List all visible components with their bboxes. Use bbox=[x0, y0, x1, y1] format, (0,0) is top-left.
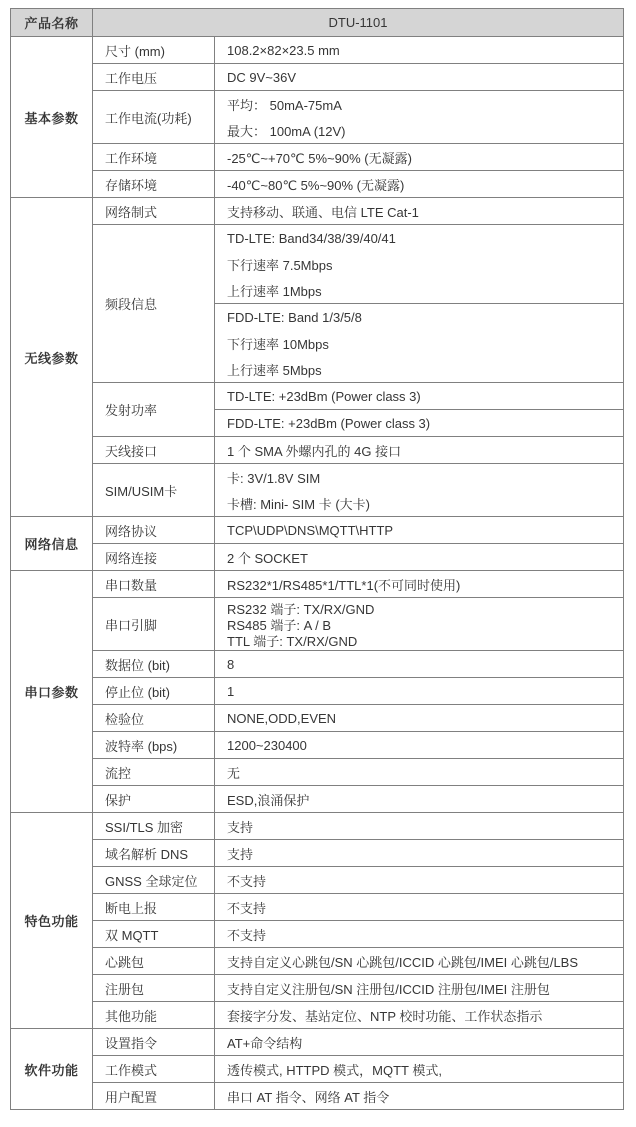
param-value-line: 8 bbox=[227, 656, 235, 672]
param-label: 断电上报 bbox=[93, 894, 215, 921]
param-value bbox=[215, 1002, 624, 1029]
param-value-line: TD-LTE: Band34/38/39/40/41 bbox=[227, 230, 396, 246]
param-label: SSI/TLS 加密 bbox=[93, 813, 215, 840]
param-value-line: -25℃~+70℃ 5%~90% (无凝露) bbox=[227, 150, 412, 166]
spec-row bbox=[11, 1029, 624, 1056]
param-value-line: 最大： 100mA (12V) bbox=[227, 123, 346, 139]
param-value-line: 平均： 50mA-75mA bbox=[227, 97, 342, 113]
param-value-line: RS232*1/RS485*1/TTL*1(不可同时使用) bbox=[227, 577, 461, 593]
param-value bbox=[215, 517, 624, 544]
spec-row bbox=[11, 464, 624, 517]
param-value bbox=[215, 571, 624, 598]
param-value bbox=[215, 464, 624, 517]
spec-row bbox=[11, 571, 624, 598]
param-value-line: 串口 AT 指令、网络 AT 指令 bbox=[227, 1089, 390, 1105]
param-value-line: 不支持 bbox=[227, 927, 267, 943]
spec-row bbox=[11, 894, 624, 921]
param-value bbox=[215, 651, 624, 678]
spec-row bbox=[11, 144, 624, 171]
spec-row bbox=[11, 1083, 624, 1110]
spec-row bbox=[11, 437, 624, 464]
param-value bbox=[215, 813, 624, 840]
param-label: 网络协议 bbox=[93, 517, 215, 544]
param-value-line: 不支持 bbox=[227, 900, 267, 916]
param-label: 双 MQTT bbox=[93, 921, 215, 948]
param-label: 串口引脚 bbox=[93, 598, 215, 651]
param-value bbox=[215, 1029, 624, 1056]
spec-row bbox=[11, 198, 624, 225]
param-value bbox=[215, 410, 624, 437]
param-label: 存储环境 bbox=[93, 171, 215, 198]
param-value-line: 无 bbox=[227, 765, 241, 781]
spec-row bbox=[11, 1056, 624, 1083]
param-value-line: 1 个 SMA 外螺内孔的 4G 接口 bbox=[227, 443, 402, 459]
param-label: 停止位 (bit) bbox=[93, 678, 215, 705]
section-name: 网络信息 bbox=[11, 517, 93, 571]
param-value bbox=[215, 705, 624, 732]
spec-table-body bbox=[11, 37, 624, 1110]
param-value bbox=[215, 975, 624, 1002]
param-value-line: TCP\UDP\DNS\MQTT\HTTP bbox=[227, 522, 394, 538]
param-label: 域名解析 DNS bbox=[93, 840, 215, 867]
spec-row bbox=[11, 678, 624, 705]
param-value bbox=[215, 91, 624, 144]
param-label: 工作环境 bbox=[93, 144, 215, 171]
param-value-line: 透传模式, HTTPD 模式，MQTT 模式, bbox=[227, 1062, 442, 1078]
param-value bbox=[215, 1056, 624, 1083]
param-label: 心跳包 bbox=[93, 948, 215, 975]
param-value-line: TTL 端子: TX/RX/GND bbox=[227, 633, 358, 649]
param-label: 尺寸 (mm) bbox=[93, 37, 215, 64]
spec-row bbox=[11, 759, 624, 786]
param-value-line: 1200~230400 bbox=[227, 737, 307, 753]
spec-row bbox=[11, 383, 624, 410]
param-value bbox=[215, 437, 624, 464]
param-value bbox=[215, 759, 624, 786]
param-label: 波特率 (bps) bbox=[93, 732, 215, 759]
param-value bbox=[215, 304, 624, 383]
param-label: SIM/USIM卡 bbox=[93, 464, 215, 517]
spec-table bbox=[10, 8, 624, 1110]
product-name-label: 产品名称 bbox=[11, 9, 93, 37]
param-label: 流控 bbox=[93, 759, 215, 786]
param-label: 频段信息 bbox=[93, 225, 215, 383]
param-value-line: 上行速率 5Mbps bbox=[227, 362, 322, 378]
param-value-line: 下行速率 10Mbps bbox=[227, 336, 329, 352]
param-value bbox=[215, 37, 624, 64]
spec-row bbox=[11, 517, 624, 544]
spec-row bbox=[11, 975, 624, 1002]
param-value bbox=[215, 171, 624, 198]
param-label: 网络连接 bbox=[93, 544, 215, 571]
param-value-line: AT+命令结构 bbox=[227, 1035, 303, 1051]
spec-row bbox=[11, 1002, 624, 1029]
param-label: 工作模式 bbox=[93, 1056, 215, 1083]
param-value bbox=[215, 678, 624, 705]
param-label: 检验位 bbox=[93, 705, 215, 732]
spec-row bbox=[11, 225, 624, 304]
spec-row bbox=[11, 598, 624, 651]
spec-row bbox=[11, 37, 624, 64]
param-label: 工作电流(功耗) bbox=[93, 91, 215, 144]
section-name: 软件功能 bbox=[11, 1029, 93, 1110]
param-value bbox=[215, 1083, 624, 1110]
param-value-line: 2 个 SOCKET bbox=[227, 550, 308, 566]
param-label: 串口数量 bbox=[93, 571, 215, 598]
spec-row bbox=[11, 544, 624, 571]
product-model-value: DTU-1101 bbox=[93, 9, 624, 37]
spec-row bbox=[11, 64, 624, 91]
param-value-line: -40℃~80℃ 5%~90% (无凝露) bbox=[227, 177, 405, 193]
param-value bbox=[215, 921, 624, 948]
param-value-line: ESD,浪涌保护 bbox=[227, 792, 310, 808]
spec-row bbox=[11, 948, 624, 975]
spec-row bbox=[11, 921, 624, 948]
section-name: 特色功能 bbox=[11, 813, 93, 1029]
param-label: 天线接口 bbox=[93, 437, 215, 464]
param-value-line: RS485 端子: A / B bbox=[227, 617, 332, 633]
param-value-line: FDD-LTE: +23dBm (Power class 3) bbox=[227, 415, 431, 431]
param-value-line: 支持自定义心跳包/SN 心跳包/ICCID 心跳包/IMEI 心跳包/LBS bbox=[227, 954, 579, 970]
param-value bbox=[215, 144, 624, 171]
spec-row bbox=[11, 732, 624, 759]
param-label: 设置指令 bbox=[93, 1029, 215, 1056]
param-value-line: 支持移动、联通、电信 LTE Cat-1 bbox=[227, 204, 419, 220]
param-value bbox=[215, 383, 624, 410]
param-value-line: 下行速率 7.5Mbps bbox=[227, 257, 333, 273]
param-value bbox=[215, 198, 624, 225]
param-value-line: 支持 bbox=[227, 846, 254, 862]
spec-row bbox=[11, 91, 624, 144]
header-row bbox=[11, 9, 624, 37]
param-value-line: 不支持 bbox=[227, 873, 267, 889]
param-value-line: 卡: 3V/1.8V SIM bbox=[227, 470, 321, 486]
param-value-line: 支持自定义注册包/SN 注册包/ICCID 注册包/IMEI 注册包 bbox=[227, 981, 550, 997]
param-value bbox=[215, 840, 624, 867]
param-value-line: 支持 bbox=[227, 819, 254, 835]
spec-row bbox=[11, 813, 624, 840]
param-value bbox=[215, 598, 624, 651]
param-label: 工作电压 bbox=[93, 64, 215, 91]
param-value-line: 108.2×82×23.5 mm bbox=[227, 42, 340, 58]
param-label: 保护 bbox=[93, 786, 215, 813]
param-value-line: NONE,ODD,EVEN bbox=[227, 710, 337, 726]
param-value-line: 卡槽: Mini- SIM 卡 (大卡) bbox=[227, 496, 370, 512]
param-label: GNSS 全球定位 bbox=[93, 867, 215, 894]
param-value-line: 套接字分发、基站定位、NTP 校时功能、工作状态指示 bbox=[227, 1008, 543, 1024]
param-label: 网络制式 bbox=[93, 198, 215, 225]
param-value-line: 上行速率 1Mbps bbox=[227, 283, 322, 299]
section-name: 基本参数 bbox=[11, 37, 93, 198]
spec-row bbox=[11, 705, 624, 732]
param-value-line: TD-LTE: +23dBm (Power class 3) bbox=[227, 388, 421, 404]
param-value bbox=[215, 894, 624, 921]
param-value bbox=[215, 867, 624, 894]
param-value-line: FDD-LTE: Band 1/3/5/8 bbox=[227, 309, 362, 325]
spec-row bbox=[11, 786, 624, 813]
param-label: 其他功能 bbox=[93, 1002, 215, 1029]
spec-row bbox=[11, 867, 624, 894]
param-value-line: 1 bbox=[227, 683, 235, 699]
param-label: 注册包 bbox=[93, 975, 215, 1002]
param-label: 发射功率 bbox=[93, 383, 215, 437]
param-value-line: DC 9V~36V bbox=[227, 69, 297, 85]
param-label: 数据位 (bit) bbox=[93, 651, 215, 678]
param-value bbox=[215, 732, 624, 759]
param-value bbox=[215, 948, 624, 975]
param-value bbox=[215, 544, 624, 571]
param-value-line: RS232 端子: TX/RX/GND bbox=[227, 601, 375, 617]
spec-row bbox=[11, 171, 624, 198]
param-value bbox=[215, 64, 624, 91]
param-value bbox=[215, 786, 624, 813]
param-value bbox=[215, 225, 624, 304]
spec-row bbox=[11, 651, 624, 678]
section-name: 无线参数 bbox=[11, 198, 93, 517]
param-label: 用户配置 bbox=[93, 1083, 215, 1110]
section-name: 串口参数 bbox=[11, 571, 93, 813]
spec-row bbox=[11, 840, 624, 867]
